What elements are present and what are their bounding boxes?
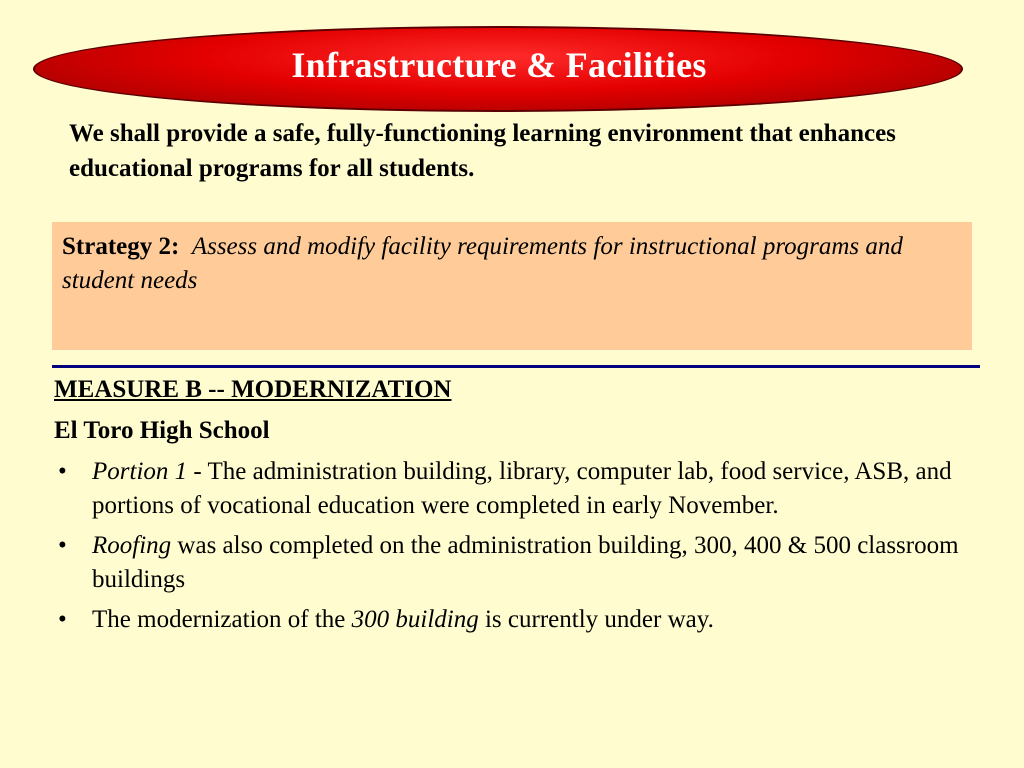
bullet-emphasis: 300 building bbox=[351, 606, 479, 633]
strategy-label: Strategy 2: bbox=[62, 233, 180, 260]
bullet-text: was also completed on the administration building, 300, 400 & 500 classroom buildings bbox=[92, 532, 959, 593]
bullet-item-roofing bbox=[54, 529, 1004, 597]
bullet-emphasis: Roofing bbox=[92, 532, 172, 559]
school-heading: El Toro High School bbox=[54, 417, 270, 444]
slide-title: Infrastructure & Facilities bbox=[291, 45, 707, 85]
mission-statement: We shall provide a safe, fully-functioning learning environment that enhances educational programs for all students. bbox=[69, 120, 896, 182]
title-banner bbox=[33, 26, 963, 112]
bullet-list bbox=[54, 455, 1004, 643]
bullet-suffix: is currently under way. bbox=[478, 606, 714, 633]
bullet-text: - The administration building, library, computer lab, food service, ASB, and portions of vocational education were completed in early November. bbox=[92, 458, 952, 519]
section-divider bbox=[52, 365, 980, 368]
bullet-marker: • bbox=[58, 532, 67, 559]
bullet-item-portion-1 bbox=[54, 455, 1004, 523]
strategy-text: Assess and modify facility requirements for instructional programs and student needs bbox=[62, 233, 903, 294]
strategy-box bbox=[52, 222, 972, 350]
bullet-prefix: The modernization of the bbox=[92, 606, 352, 633]
bullet-item-300-building bbox=[54, 603, 1004, 637]
bullet-emphasis: Portion 1 bbox=[92, 458, 188, 485]
measure-heading: MEASURE B -- MODERNIZATION bbox=[54, 376, 452, 403]
bullet-marker: • bbox=[58, 458, 67, 485]
bullet-marker: • bbox=[58, 606, 67, 633]
